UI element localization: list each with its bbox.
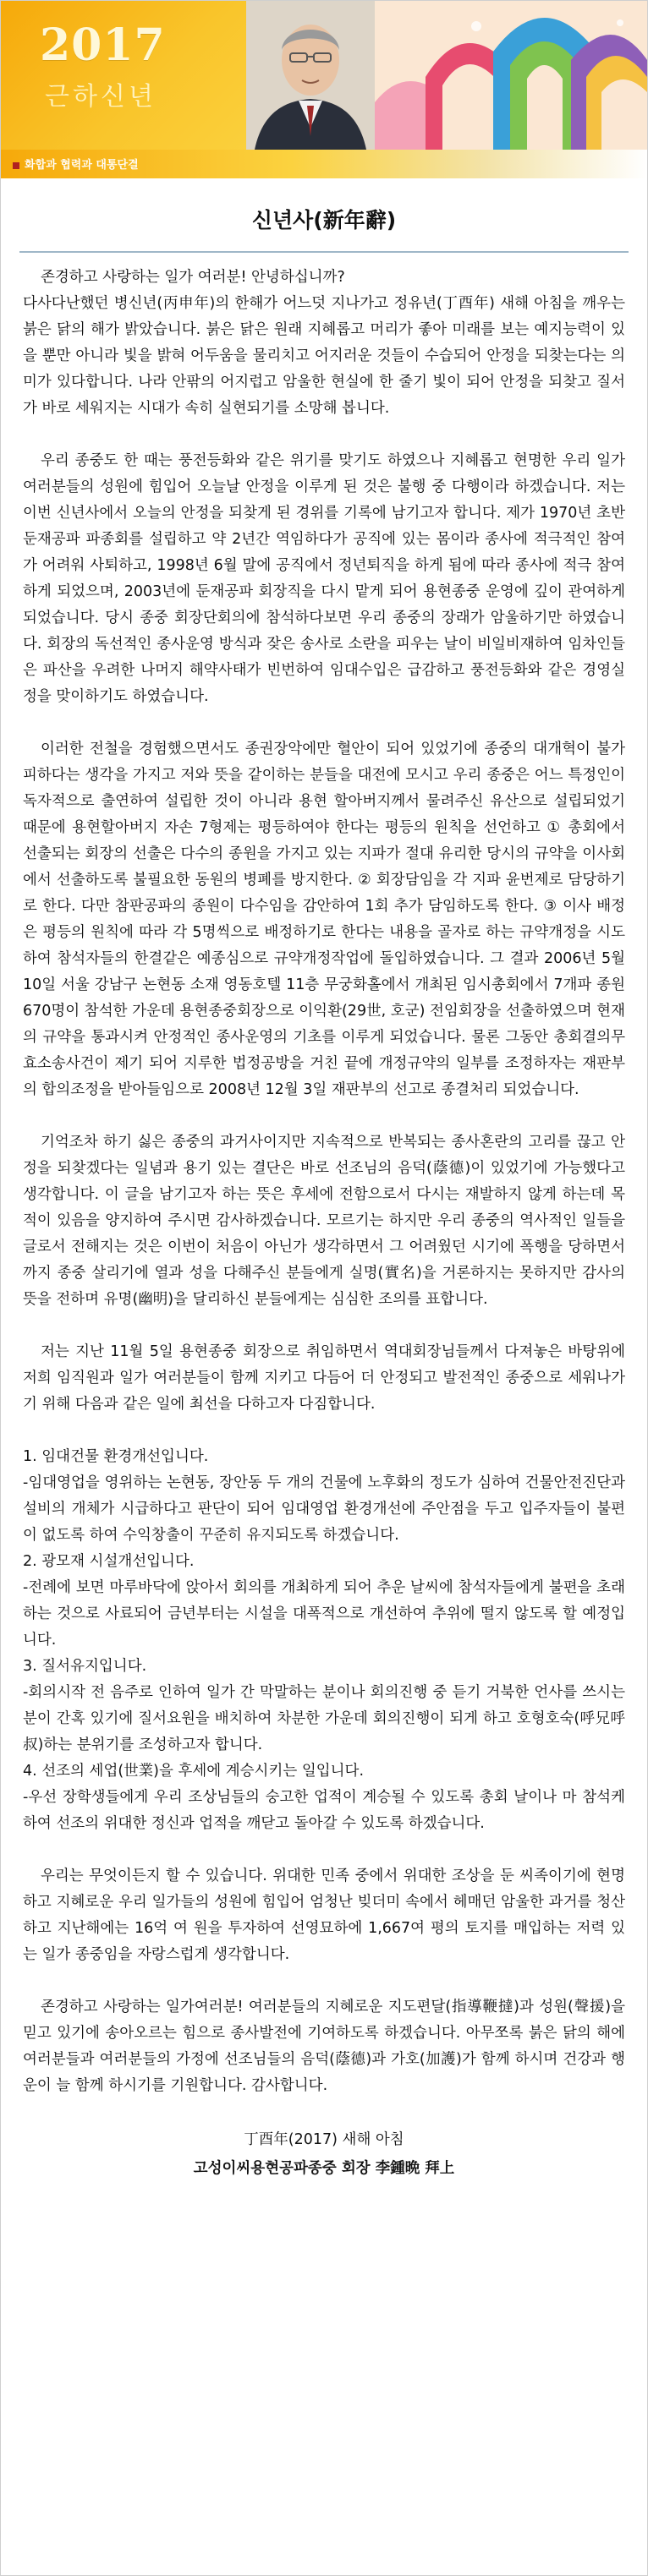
portrait-photo xyxy=(246,1,375,150)
paragraph-6: 우리는 무엇이든지 할 수 있습니다. 위대한 민족 중에서 위대한 조상을 둔 씨족이기에 현명하고 지혜로운 우리 일가들의 성원에 힘입어 엄청난 빚더미 속에서 헤매던 암울한 과거를 청산하고 지난해에는 16억 여 원을 투자하여 선영묘하에 1,667여 평의 토지를 매입하는 저력 있는 일가 종중임을 자랑스럽게 생각합니다. xyxy=(23,1868,625,1963)
banner-greeting: 근하신년 xyxy=(45,82,157,112)
pledge-item-heading: 4. 선조의 세업(世業)을 후세에 계승시키는 일입니다. xyxy=(23,1763,365,1780)
paragraph-3: 이러한 전철을 경험했으면서도 종권장악에만 혈안이 되어 있었기에 종중의 대개혁이 불가피하다는 생각을 가지고 저와 뜻을 같이하는 분들을 대전에 모시고 우리 종중은 어느 특정인이 독자적으로 출연하여 설립한 것이 아니라 용현 할아버지께서 물려주신 유산으로 설립되었기 때문에 용현할아버지 자손 7형제는 평등하여야 한다는 평등의 원칙을 선언하고 ① 총회에서 선출되는 회장의 선출은 다수의 종원을 가지고 있는 지파가 절대 유리한 당시의 규약을 이사회에서 선출하도록 불필요한 동원의 병폐를 방지한다. ② 회장담임을 각 지파 윤번제로 담당하기로 한다. 다만 참판공파의 종원이 다수임을 감안하여 1회 추가 담임하도록 한다. ③ 이사 배정은 평등의 원칙에 따라 각 5명씩으로 배정하기로 한다는 내용을 골자로 하는 규약개정을 시도하여 참석자들의 한결같은 예종심으로 규약개정작업에 돌입하였습니다. 그 결과 2006년 5월 10일 서울 강남구 논현동 소재 영동호텔 11층 무궁화홀에서 개최된 임시총회에서 7개파 종원 670명이 참석한 가운데 용현종중회장으로 이익환(29世, 호군) 전임회장을 선출하였으며 현재의 규약을 통과시켜 안정적인 종사운영의 기초를 이루게 되었습니다. 물론 그동안 총회결의무효소송사건이 제기 되어 지루한 법정공방을 거친 끝에 개정규약의 일부를 조정하자는 재판부의 합의조정을 받아들임으로 2008년 12월 3일 재판부의 선고로 종결처리 되었습니다. xyxy=(23,741,625,1098)
pledge-item-detail: -임대영업을 영위하는 논현동, 장안동 두 개의 건물에 노후화의 정도가 심하여 건물안전진단과 설비의 개체가 시급하다고 판단이 되어 임대영업 환경개선에 주안점을 두고 입주자들이 불편이 없도록 하여 수익창출이 꾸준히 유지되도록 하겠습니다. xyxy=(23,1474,625,1544)
greeting-line: 존경하고 사랑하는 일가 여러분! 안녕하십니까? xyxy=(41,269,345,286)
pledge-item-heading: 3. 질서유지입니다. xyxy=(23,1658,147,1675)
paragraph-1: 다사다난했던 병신년(丙申年)의 한해가 어느덧 지나가고 정유년(丁酉年) 새해 아침을 깨우는 붉은 닭의 해가 밝았습니다. 붉은 닭은 원래 지혜롭고 머리가 좋아 미래를 보는 예지능력이 있을 뿐만 아니라 빛을 밝혀 어두움을 물리치고 어지러운 것들이 수습되어 안정을 되찾는다는 의미가 있다합니다. 나라 안팎의 어지럽고 암울한 현실에 한 줄기 빛이 되어 안정을 되찾고 질서가 바로 세워지는 시대가 속히 실현되기를 소망해 봅니다. xyxy=(23,295,625,417)
paragraph-4: 기억조차 하기 싫은 종중의 과거사이지만 지속적으로 반복되는 종사혼란의 고리를 끊고 안정을 되찾겠다는 일념과 용기 있는 결단은 바로 선조님의 음덕(蔭德)이 있었기에 가능했다고 생각합니다. 이 글을 남기고자 하는 뜻은 후세에 전함으로서 다시는 재발하지 않게 하는데 목적이 있음을 양지하여 주시면 감사하겠습니다. 모르기는 하지만 우리 종중의 역사적인 일들을 글로서 전해지는 것은 이번이 처음이 아닌가 생각하면서 그 어려웠던 시기에 폭행을 당하면서까지 종중 살리기에 열과 성을 다해주신 분들에게 실명(實名)을 거론하지는 못하지만 감사의 뜻을 전하며 유명(幽明)을 달리하신 분들에게는 심심한 조의를 표합니다. xyxy=(23,1134,625,1308)
pledge-item-heading: 2. 광모재 시설개선입니다. xyxy=(23,1553,195,1570)
signoff xyxy=(1,2125,647,2183)
slogan-line xyxy=(13,156,139,172)
paragraph-5: 저는 지난 11월 5일 용현종중 회장으로 취임하면서 역대회장님들께서 다져놓은 바탕위에 저희 임직원과 일가 여러분들이 함께 지키고 다듬어 더 안정되고 발전적인 종중으로 세워나가기 위해 다음과 같은 일에 최선을 다하고자 다짐합니다. xyxy=(23,1343,625,1413)
page-title: 신년사(新年辭) xyxy=(251,208,397,232)
signoff-author: 고성이씨용현공파종중 회장 李鍾晩 拜上 xyxy=(193,2160,455,2177)
paragraph-greeting xyxy=(23,265,625,291)
pledge-list xyxy=(23,1444,625,1837)
bullet-square-icon xyxy=(13,162,19,169)
portrait-illustration xyxy=(246,1,375,150)
pledge-item-detail: -우선 장학생들에게 우리 조상님들의 숭고한 업적이 계승될 수 있도록 총회 날이나 마 참석케 하여 선조의 위대한 정신과 업적을 깨닫고 돌아갈 수 있도록 하겠습니다. xyxy=(23,1789,625,1832)
pledge-item-heading: 1. 임대건물 환경개선입니다. xyxy=(23,1448,209,1465)
banner-decoration xyxy=(375,1,647,150)
paragraph-2: 우리 종중도 한 때는 풍전등화와 같은 위기를 맞기도 하였으나 지혜롭고 현명한 우리 일가 여러분들의 성원에 힘입어 오늘날 안정을 이루게 된 것은 불행 중 다행이라 하겠습니다. 저는 이번 신년사에서 오늘의 안정을 되찾게 된 경위를 기록에 남기고자 합니다. 제가 1970년 초반 둔재공파 파종회를 설립하고 약 2년간 역임하다가 공직에 있는 몸이라 종사에 적극적인 참여가 어려워 사퇴하고, 1998년 6월 말에 공직에서 정년퇴직을 하게 됨에 따라 종사에 적극 참여하게 되었으며, 2003년에 둔재공파 회장직을 다시 맡게 되어 용현종중 운영에 깊이 관여하게 되었습니다. 당시 종중 회장단회의에 참석하다보면 우리 종중의 장래가 암울하기만 하였습니다. 회장의 독선적인 종사운영 방식과 잦은 송사로 소란을 피우는 날이 비일비재하여 임차인들은 파산을 우려한 나머지 해약사태가 빈번하여 임대수입은 급감하고 풍전등화와 같은 경영실정을 맞이하기도 하였습니다. xyxy=(23,452,625,705)
pledge-item-detail: -전례에 보면 마루바닥에 앉아서 회의를 개최하게 되어 추운 날씨에 참석자들에게 불편을 초래하는 것으로 사료되어 금년부터는 시설을 대폭적으로 개선하여 추위에 떨지 않도록 할 예정입니다. xyxy=(23,1579,625,1649)
header-banner xyxy=(1,1,647,178)
signoff-date: 丁酉年(2017) 새해 아침 xyxy=(244,2131,404,2148)
slogan-text: 화합과 협력과 대통단결 xyxy=(25,159,139,172)
rainbow-arches-graphic xyxy=(375,1,647,150)
letter-body xyxy=(1,253,647,2099)
pledge-item-detail: -회의시작 전 음주로 인하여 일가 간 막말하는 분이나 회의진행 중 듣기 거북한 언사를 쓰시는 분이 간혹 있기에 질서요원을 배치하여 차분한 가운데 회의진행이 되게 하고 호형호숙(呼兄呼叔)하는 분위기를 조성하고자 합니다. xyxy=(23,1684,625,1753)
paragraph-7: 존경하고 사랑하는 일가여러분! 여러분들의 지혜로운 지도편달(指導鞭撻)과 성원(聲援)을 믿고 있기에 송아오르는 힘으로 종사발전에 기여하도록 하겠습니다. 아무쪼록 붉은 닭의 해에 여러분들과 여러분들의 가정에 선조님들의 음덕(蔭德)과 가호(加護)가 함께 하시며 건강과 행운이 늘 함께 하시기를 기원합니다. 감사합니다. xyxy=(23,1999,625,2094)
banner-year: 2017 xyxy=(40,19,166,71)
